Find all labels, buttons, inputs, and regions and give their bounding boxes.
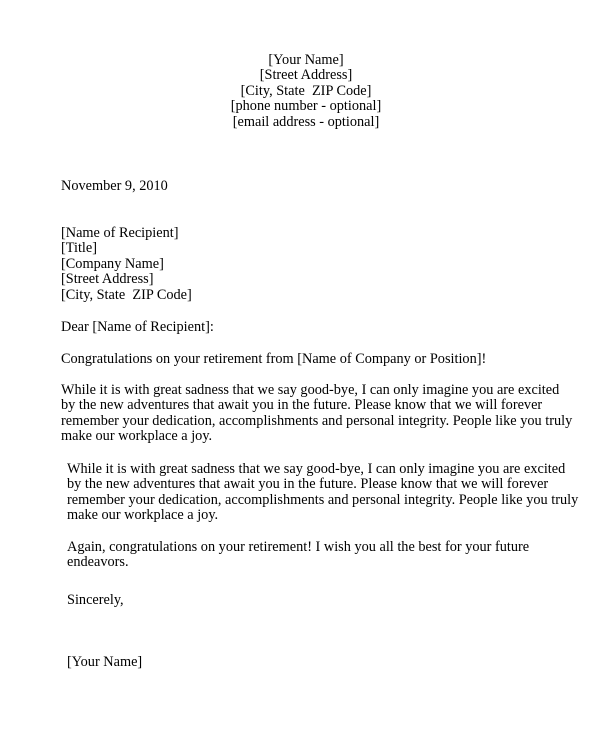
- sender-name: [Your Name]: [268, 52, 344, 68]
- letter-date: November 9, 2010: [61, 178, 168, 194]
- recipient-street: [Street Address]: [61, 271, 154, 288]
- body-paragraph-1: [61, 383, 591, 445]
- sender-city-state-zip: [City, State ZIP Code]: [240, 82, 372, 99]
- body-paragraph-3: [67, 540, 592, 571]
- paragraph-line: make our workplace a joy.: [61, 428, 213, 445]
- sender-phone: [phone number - optional]: [230, 98, 382, 115]
- paragraph-line: remember your dedication, accomplishments and personal integrity. People like you truly: [67, 491, 579, 508]
- paragraph-line: While it is with great sadness that we say good-bye, I can only imagine you are excited: [61, 382, 560, 398]
- salutation: Dear [Name of Recipient]:: [61, 319, 214, 335]
- recipient-company: [Company Name]: [61, 255, 164, 272]
- paragraph-line: by the new adventures that await you in the future. Please know that we will forever: [67, 476, 549, 493]
- recipient-city-state-zip: [City, State ZIP Code]: [61, 286, 192, 303]
- recipient-title: [Title]: [61, 240, 98, 257]
- sender-address-block: [0, 53, 600, 130]
- paragraph-line: While it is with great sadness that we say good-bye, I can only imagine you are excited: [67, 461, 566, 477]
- paragraph-line: endeavors.: [67, 554, 129, 571]
- body-paragraph-2: [67, 462, 592, 524]
- congratulations-line: Congratulations on your retirement from [Name of Company or Position]!: [61, 351, 487, 367]
- paragraph-line: by the new adventures that await you in the future. Please know that we will forever: [61, 397, 543, 414]
- closing: Sincerely,: [67, 592, 124, 608]
- sender-email: [email address - optional]: [232, 113, 380, 130]
- paragraph-line: remember your dedication, accomplishments and personal integrity. People like you truly: [61, 412, 573, 429]
- paragraph-line: Again, congratulations on your retirement! I wish you all the best for your future: [67, 539, 530, 555]
- recipient-name: [Name of Recipient]: [61, 225, 179, 241]
- paragraph-line: make our workplace a joy.: [67, 507, 219, 524]
- recipient-address-block: [61, 226, 192, 303]
- sender-street: [Street Address]: [259, 67, 353, 84]
- signature-name: [Your Name]: [67, 654, 143, 670]
